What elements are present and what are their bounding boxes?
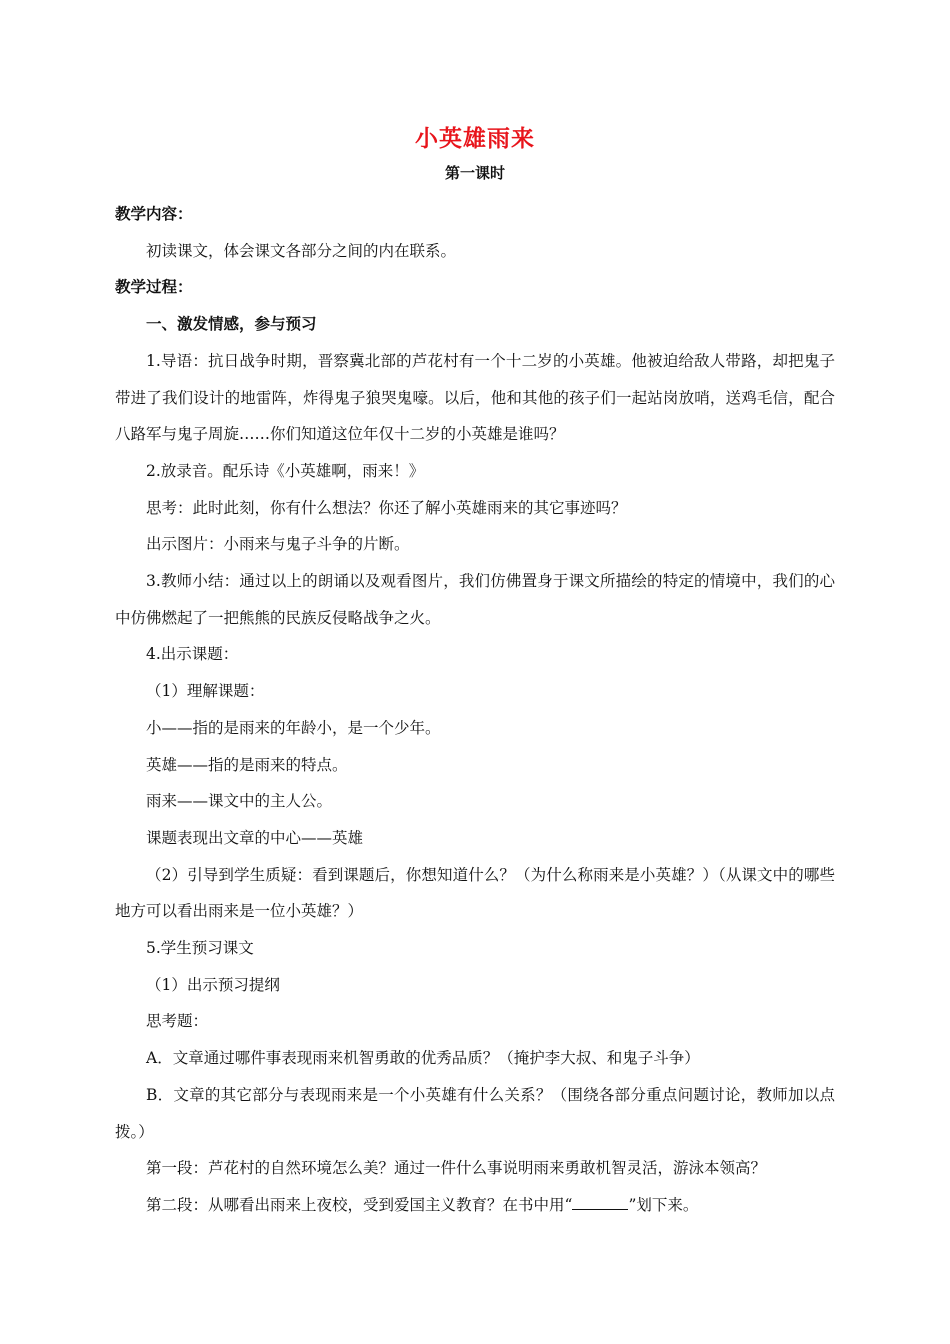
paragraph-center: 课题表现出文章的中心——英雄 <box>146 828 364 847</box>
lesson-subtitle: 第一课时 <box>444 164 505 182</box>
document-body <box>115 196 835 1224</box>
part1-heading: 一、激发情感，参与预习 <box>146 315 317 334</box>
paragraph-summary: 3.教师小结：通过以上的朗诵以及观看图片，我们仿佛置身于课文所描绘的特定的情境中，我们的心中仿佛燃起了一把熊熊的民族反侵略战争之火。 <box>115 572 835 627</box>
section-two-text: 第二段：从哪看出雨来上夜校，受到爱国主义教育？在书中用“ <box>146 1195 573 1214</box>
paragraph-recording: 2.放录音。配乐诗《小英雄啊，雨来！》 <box>146 461 425 480</box>
paragraph-question: （2）引导到学生质疑：看到课题后，你想知道什么？（为什么称雨来是小英雄？）（从课文中的哪些地方可以看出雨来是一位小英雄？） <box>115 865 835 921</box>
paragraph-section-one: 第一段：芦花村的自然环境怎么美？通过一件什么事说明雨来勇敢机智灵活，游泳本领高？ <box>146 1159 767 1178</box>
paragraph-yulai: 雨来——课文中的主人公。 <box>146 792 333 811</box>
paragraph-think: 思考：此时此刻，你有什么想法？你还了解小英雄雨来的其它事迹吗？ <box>146 498 627 517</box>
paragraph-hero: 英雄——指的是雨来的特点。 <box>146 755 348 774</box>
question-b: B．文章的其它部分与表现雨来是一个小英雄有什么关系？（围绕各部分重点问题讨论，教师加以点拨。） <box>115 1085 835 1141</box>
page-title: 小英雄雨来 <box>415 126 535 152</box>
content-text: 初读课文，体会课文各部分之间的内在联系。 <box>146 241 457 260</box>
paragraph-think-questions: 思考题： <box>146 1012 209 1031</box>
question-a: A．文章通过哪件事表现雨来机智勇敢的优秀品质？（掩护李大叔、和鬼子斗争） <box>146 1049 700 1068</box>
paragraph-preview: 5.学生预习课文 <box>146 939 254 958</box>
paragraph-section-two <box>115 1187 835 1224</box>
paragraph-show-title: 4.出示课题： <box>146 645 239 664</box>
process-heading: 教学过程： <box>115 278 193 297</box>
paragraph-outline: （1）出示预习提纲 <box>146 975 280 994</box>
content-heading: 教学内容： <box>115 205 193 223</box>
paragraph-picture: 出示图片：小雨来与鬼子斗争的片断。 <box>146 535 410 554</box>
paragraph-intro: 1.导语：抗日战争时期，晋察冀北部的芦花村有一个十二岁的小英雄。他被迫给敌人带路，却把鬼子带进了我们设计的地雷阵，炸得鬼子狼哭鬼嚎。以后，他和其他的孩子们一起站岗放哨，送鸡毛信，配合八路军与鬼子周旋……你们知道这位年仅十二岁的小英雄是谁吗？ <box>115 351 835 444</box>
paragraph-understand-title: （1）理解课题： <box>146 682 265 701</box>
paragraph-small: 小——指的是雨来的年龄小，是一个少年。 <box>146 718 441 737</box>
section-two-tail: ”划下来。 <box>628 1195 699 1214</box>
fill-blank-line <box>572 1195 628 1210</box>
